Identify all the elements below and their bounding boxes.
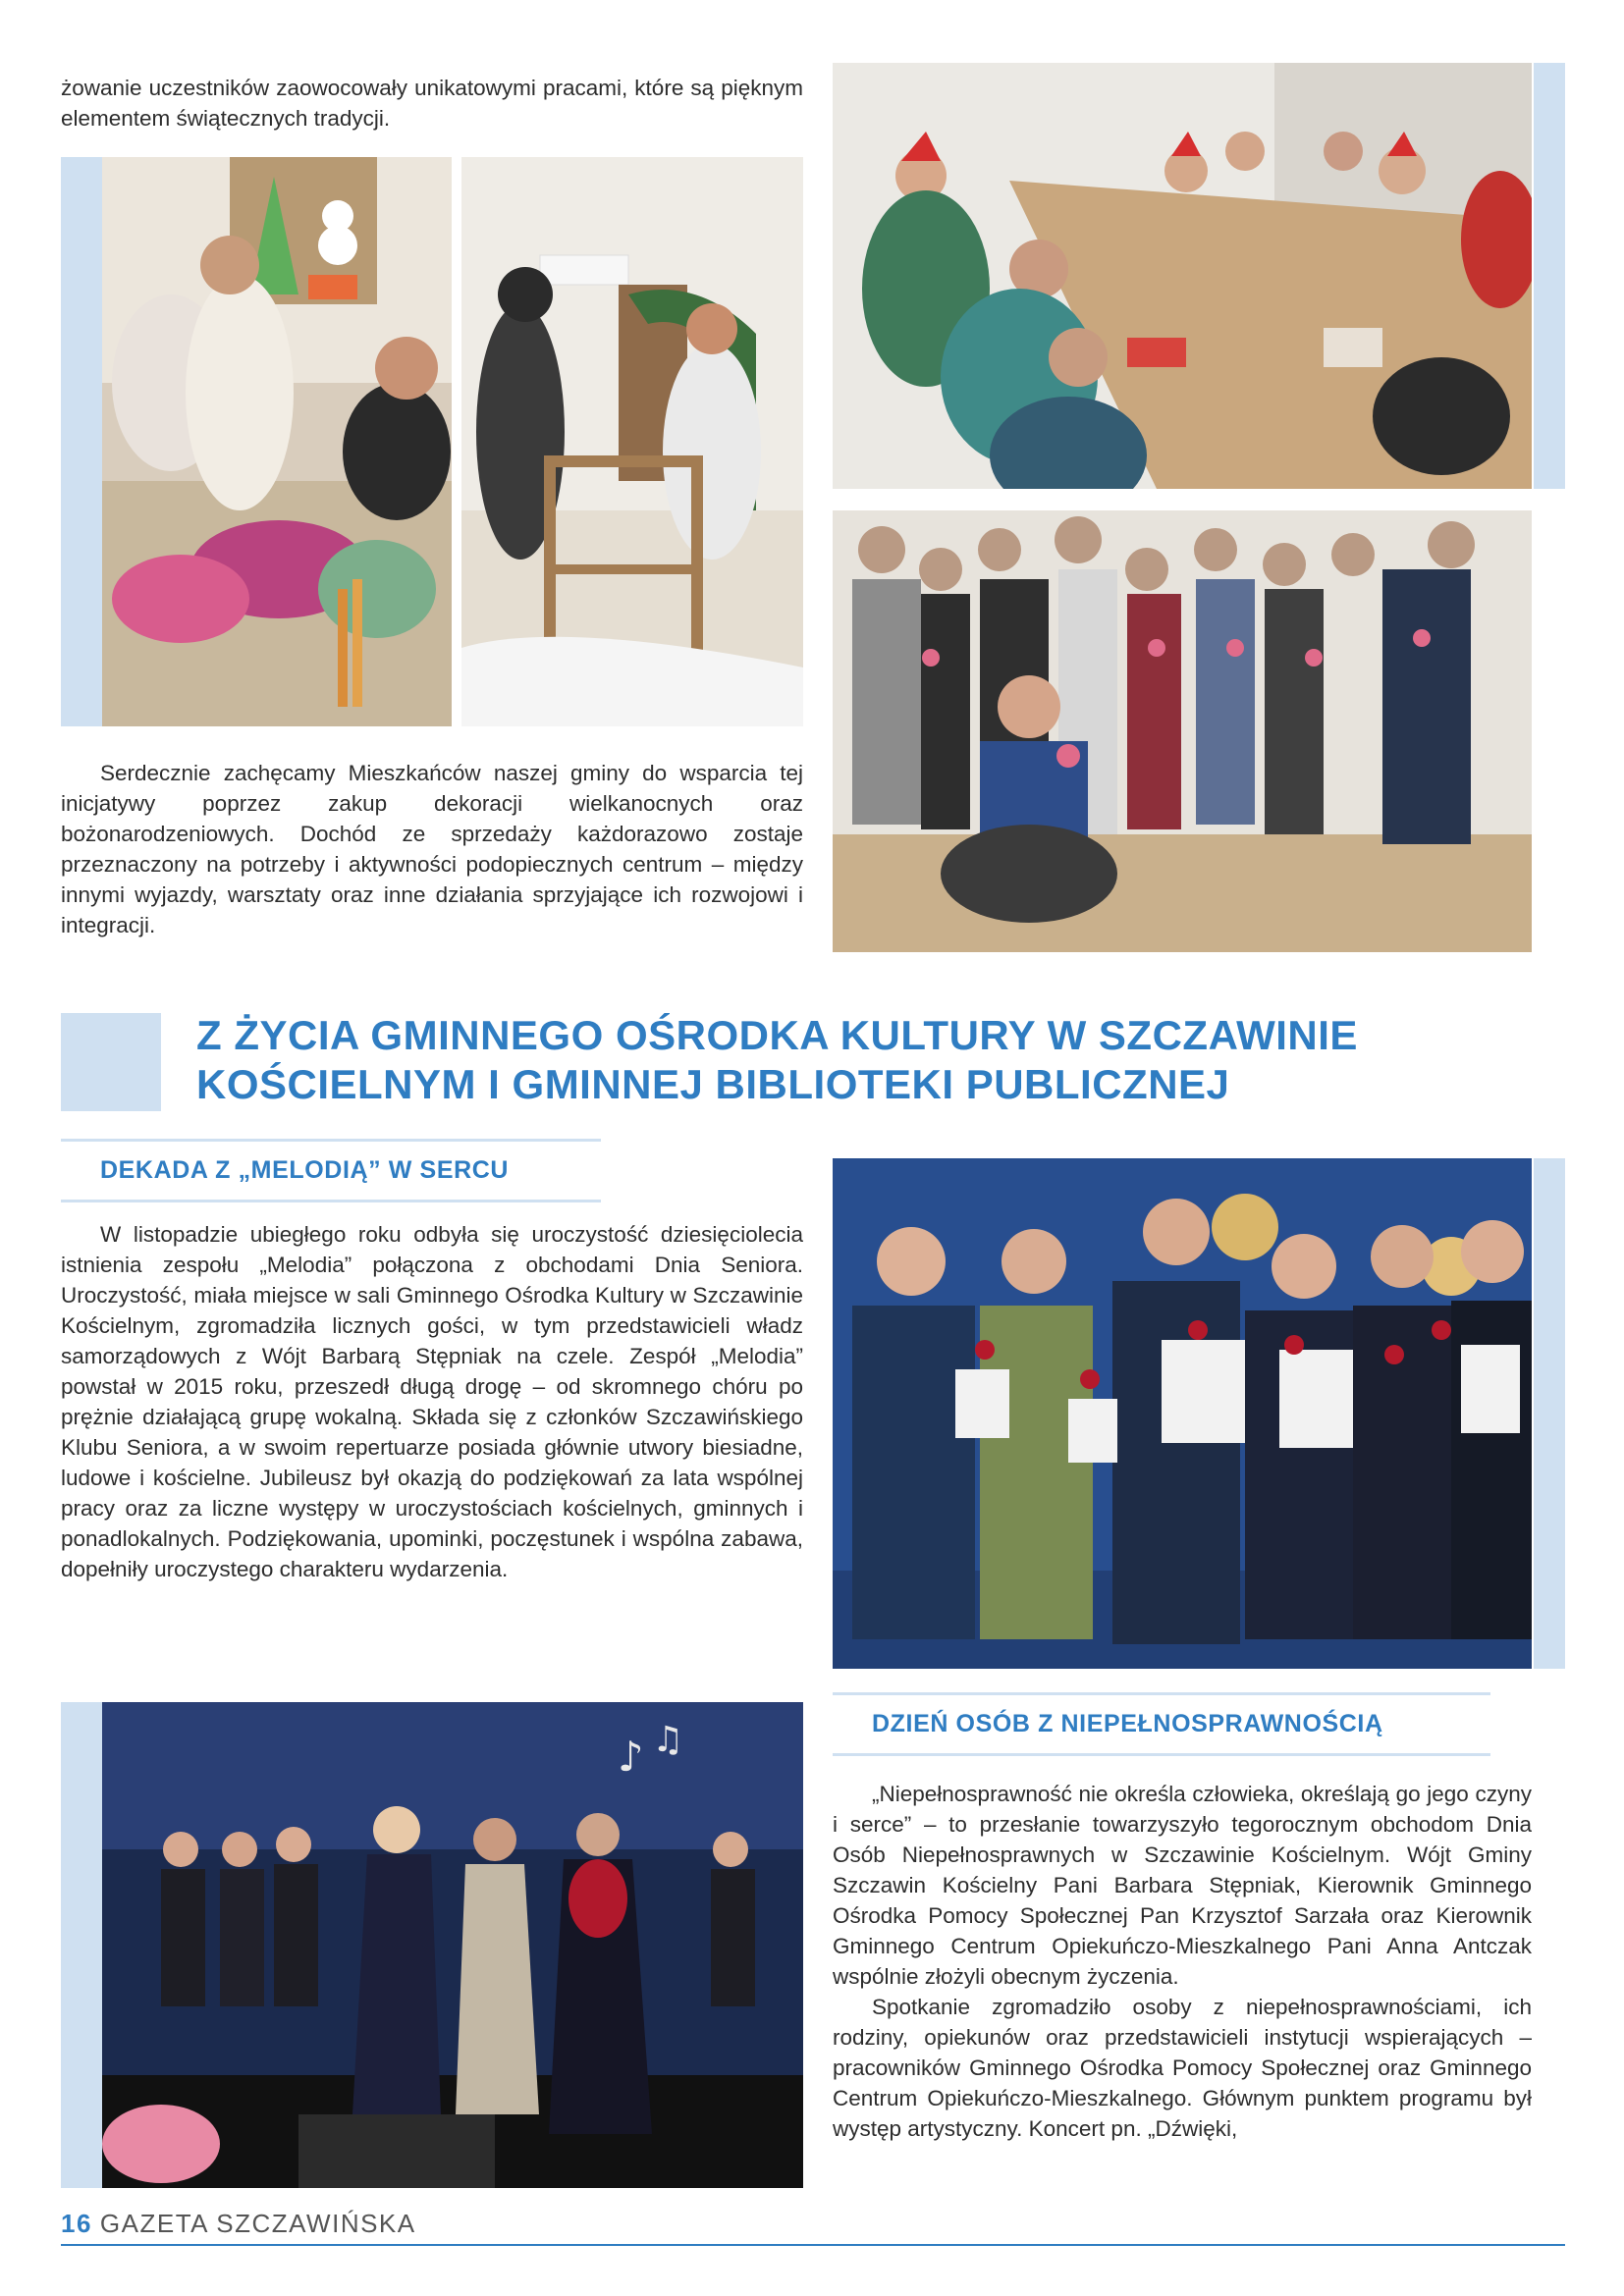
- article2-body: [833, 1779, 1532, 2144]
- article1-rule-bottom: [61, 1200, 601, 1202]
- article2-para1: „Niepełnosprawność nie określa człowieka, określają go jego czyny i serce” – to przesłanie towarzyszyło tegorocznym obchodom Dnia Osób Niepełnosprawnych w Szczawinie Kościelnym. Wójt Gminy Szczawin Kościelny Pani Barbara Stępniak, Kierownik Gminnego Ośrodka Pomocy Społecznej Pan Krzysztof Sarzała oraz Kierownik Gminnego Centrum Opiekuńczo-Mieszkalnego Pani Anna Antczak wspólnie złożyli obecnym życzenia.: [833, 1782, 1532, 1989]
- svg-text:♫: ♫: [652, 1720, 684, 1760]
- photo-melodia-ensemble-roses: [833, 1158, 1532, 1669]
- article1-heading: DEKADA Z „MELODIĄ” W SERCU: [100, 1156, 510, 1184]
- left-accent-bar-bottom: [61, 1702, 102, 2188]
- section-title-line1: Z ŻYCIA GMINNEGO OŚRODKA KULTURY W SZCZAWINIE: [196, 1012, 1358, 1058]
- photo-stage-singer-concert: [102, 1702, 803, 2188]
- page-number: 16: [61, 2209, 92, 2238]
- article1-text: W listopadzie ubiegłego roku odbyła się uroczystość dziesięciolecia istnienia zespołu „Melodia” połączona z obchodami Dnia Seniora. Uroczystość, miała miejsce w sali Gminnego Ośrodka Kultury w Szczawinie Kościelnym, zgromadziła licznych gości, w tym przedstawicieli władz samorządowych z Wójt Barbarą Stępniak na czele. Zespół „Melodia” powstał w 2015 roku, przeszedł długą drogę – od skromnego chóru po prężnie działającą grupę wokalną. Składa się z członków Szczawińskiego Klubu Seniora, a w swoim repertuarze posiada głównie utwory biesiadne, ludowe i kościelne. Jubileusz był okazją do podziękowań za lata wspólnej pracy oraz za liczne występy w uroczystościach kościelnych, gminnych i ponadlokalnych. Podziękowania, upominki, poczęstunek i wspólna zabawa, dopełniły uroczystego charakteru wydarzenia.: [61, 1222, 803, 1581]
- photo-craft-workshop-table: [102, 157, 452, 726]
- support-text: Serdecznie zachęcamy Mieszkańców naszej gminy do wsparcia tej inicjatywy poprzez zakup dekoracji wielkanocnych oraz bożonarodzeniowych. Dochód ze sprzedaży każdorazowo zostaje przeznaczony na potrzeby i aktywności podopiecznych centrum – między innymi wyjazdy, warsztaty oraz inne działania sprzyjające ich rozwojowi i integracji.: [61, 761, 803, 937]
- section-title-line2: KOŚCIELNYM I GMINNEJ BIBLIOTEKI PUBLICZNEJ: [196, 1061, 1230, 1107]
- article2-para2: Spotkanie zgromadziło osoby z niepełnosprawnościami, ich rodziny, opiekunów oraz przedstawicieli instytucji wspierających – pracowników Gminnego Ośrodka Pomocy Społecznej oraz Gminnego Centrum Opiekuńczo-Mieszkalnego. Głównym punktem programu był występ artystyczny. Koncert pn. „Dźwięki,: [833, 1995, 1532, 2141]
- article2-rule-top: [833, 1692, 1490, 1695]
- support-paragraph: [61, 758, 803, 940]
- article1-rule-top: [61, 1139, 601, 1142]
- section-heading-square: [61, 1013, 161, 1111]
- right-accent-bar-middle: [1534, 1158, 1565, 1669]
- intro-text: żowanie uczestników zaowocowały unikatowymi pracami, które są pięknym elementem świątecznych tradycji.: [61, 76, 803, 131]
- article2-heading: DZIEŃ OSÓB Z NIEPEŁNOSPRAWNOŚCIĄ: [872, 1710, 1383, 1737]
- publication-name: GAZETA SZCZAWIŃSKA: [99, 2209, 416, 2238]
- left-accent-bar-top: [61, 157, 102, 726]
- svg-text:♪: ♪: [618, 1733, 644, 1781]
- right-accent-bar-top: [1534, 63, 1565, 489]
- section-title: [196, 1011, 1571, 1109]
- intro-paragraph: [61, 73, 803, 133]
- article2-rule-bottom: [833, 1753, 1490, 1756]
- article1-body: [61, 1219, 803, 1584]
- photo-wooden-frame-workshop: [461, 157, 803, 726]
- footer: [61, 2209, 416, 2239]
- photo-group-with-palms: [833, 510, 1532, 952]
- photo-christmas-crafting-table: [833, 63, 1532, 489]
- footer-rule: [61, 2244, 1565, 2246]
